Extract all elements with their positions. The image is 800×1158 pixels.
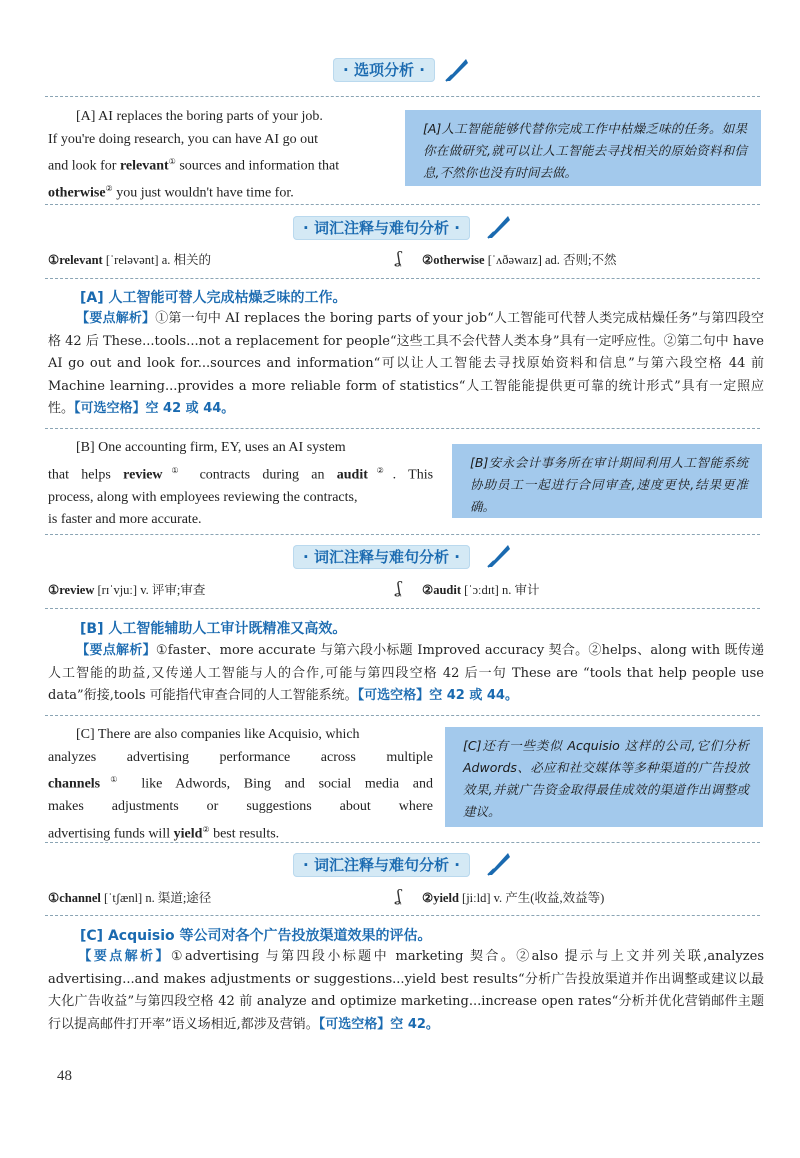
divider: [45, 534, 760, 535]
analysis-b: 【要点解析】①faster、more accurate 与第六段小标题 Improved accuracy 契合。②helps、along with 既传递人工智能的助益,又传递人工智能与人的合作,可能与第四段空格 42 后一句 These are “tools that help people use data”衔接,tools 可能指代审查合同的人工智能系统。【可选空格】空 42 或 44。: [48, 643, 764, 703]
section-banner-vocab: · 词汇注释与难句分析 ·: [293, 853, 470, 877]
vocab-channel: ①channel [ˈtʃænl] n. 渠道;途径: [48, 891, 212, 905]
divider: [45, 715, 760, 716]
quill-pen-icon: [484, 541, 514, 571]
section-banner-vocab: · 词汇注释与难句分析 ·: [293, 545, 470, 569]
summary-title-b: [B] 人工智能辅助人工审计既精准又高效。: [80, 621, 347, 637]
separator-glyph: ʆ: [396, 578, 402, 597]
translation-b: [B]安永会计事务所在审计期间利用人工智能系统协助员工一起进行合同审查,速度更快,结果更准确。: [452, 444, 762, 518]
divider: [45, 608, 760, 609]
translation-c: [C]还有一些类似 Acquisio 这样的公司,它们分析 Adwords、必应和社交媒体等多种渠道的广告投放效果,并就广告资金取得最佳成效的渠道作出调整或建议。: [445, 727, 763, 827]
divider: [45, 278, 760, 279]
translation-a: [A]人工智能能够代替你完成工作中枯燥乏味的任务。如果你在做研究,就可以让人工智能去寻找相关的原始资料和信息,不然你也没有时间去做。: [405, 110, 761, 186]
separator-glyph: ʆ: [396, 886, 402, 905]
quill-pen-icon: [484, 212, 514, 242]
analysis-c: 【要点解析】①advertising 与第四段小标题中 marketing 契合。②also 提示与上文并列关联,analyzes advertising...and makes adjustments or suggestions...yield best results“分析广告投放渠道并作出调整或建议以最大化广告收益”与第四段空格 42 前 analyze and optimize marketing...increase open rates“分析并优化营销邮件主题行以提高邮件打开率”语义场相近,都涉及营销。【可选空格】空 42。: [48, 949, 764, 1032]
vocab-yield: ②yield [jiːld] v. 产生(收益,效益等): [422, 891, 605, 905]
divider: [45, 915, 760, 916]
vocab-relevant: ①relevant [ˈreləvənt] a. 相关的: [48, 253, 212, 267]
divider: [45, 428, 760, 429]
divider: [45, 96, 760, 97]
passage-b: [B] One accounting firm, EY, uses an AI system that helps review① contracts during an audit②. This process, along with employees reviewing the contracts, is faster and more accurate.: [48, 440, 434, 528]
quill-pen-icon: [442, 55, 472, 85]
passage-a: [A] AI replaces the boring parts of your job. If you're doing research, you can have AI go out and look for relevant① sources and information that otherwise② you just wouldn't have time for.: [48, 109, 340, 201]
quill-pen-icon: [484, 849, 514, 879]
analysis-a: 【要点解析】①第一句中 AI replaces the boring parts of your job“人工智能可代替人类完成枯燥任务”与第四段空格 42 后 These...tools...not a replacement for people“这些工具不会代替人类本身”具有一定呼应性。②第二句中 have AI go out and look for...sources and information“可以让人工智能去寻找原始资料和信息”与第六段空格 44 前 Machine learning...provides a more reliable form of statistics“人工智能能提供更可靠的统计形式”具有一定照应性。【可选空格】空 42 或 44。: [48, 311, 764, 416]
vocab-audit: ②audit [ˈɔːdɪt] n. 审计: [422, 583, 540, 597]
vocab-review: ①review [rɪˈvjuː] v. 评审;审查: [48, 583, 206, 597]
separator-glyph: ʆ: [396, 248, 402, 267]
passage-c: [C] There are also companies like Acquisio, which analyzes advertising performance across multiple channels① like Adwords, Bing and social media and makes adjustments or suggestions about where advertising funds will yield② best results.: [48, 727, 434, 842]
divider: [45, 842, 760, 843]
banner-title: 选项分析: [353, 61, 414, 79]
summary-title-a: [A] 人工智能可替人完成枯燥乏味的工作。: [80, 290, 347, 306]
section-banner-vocab: · 词汇注释与难句分析 ·: [293, 216, 470, 240]
vocab-otherwise: ②otherwise [ˈʌðəwaɪz] ad. 否则;不然: [422, 253, 617, 267]
summary-title-c: [C] Acquisio 等公司对各个广告投放渠道效果的评估。: [80, 928, 432, 944]
page-number: 48: [57, 1068, 72, 1084]
divider: [45, 204, 760, 205]
section-banner-option-analysis: · 选项分析 ·: [333, 58, 435, 82]
